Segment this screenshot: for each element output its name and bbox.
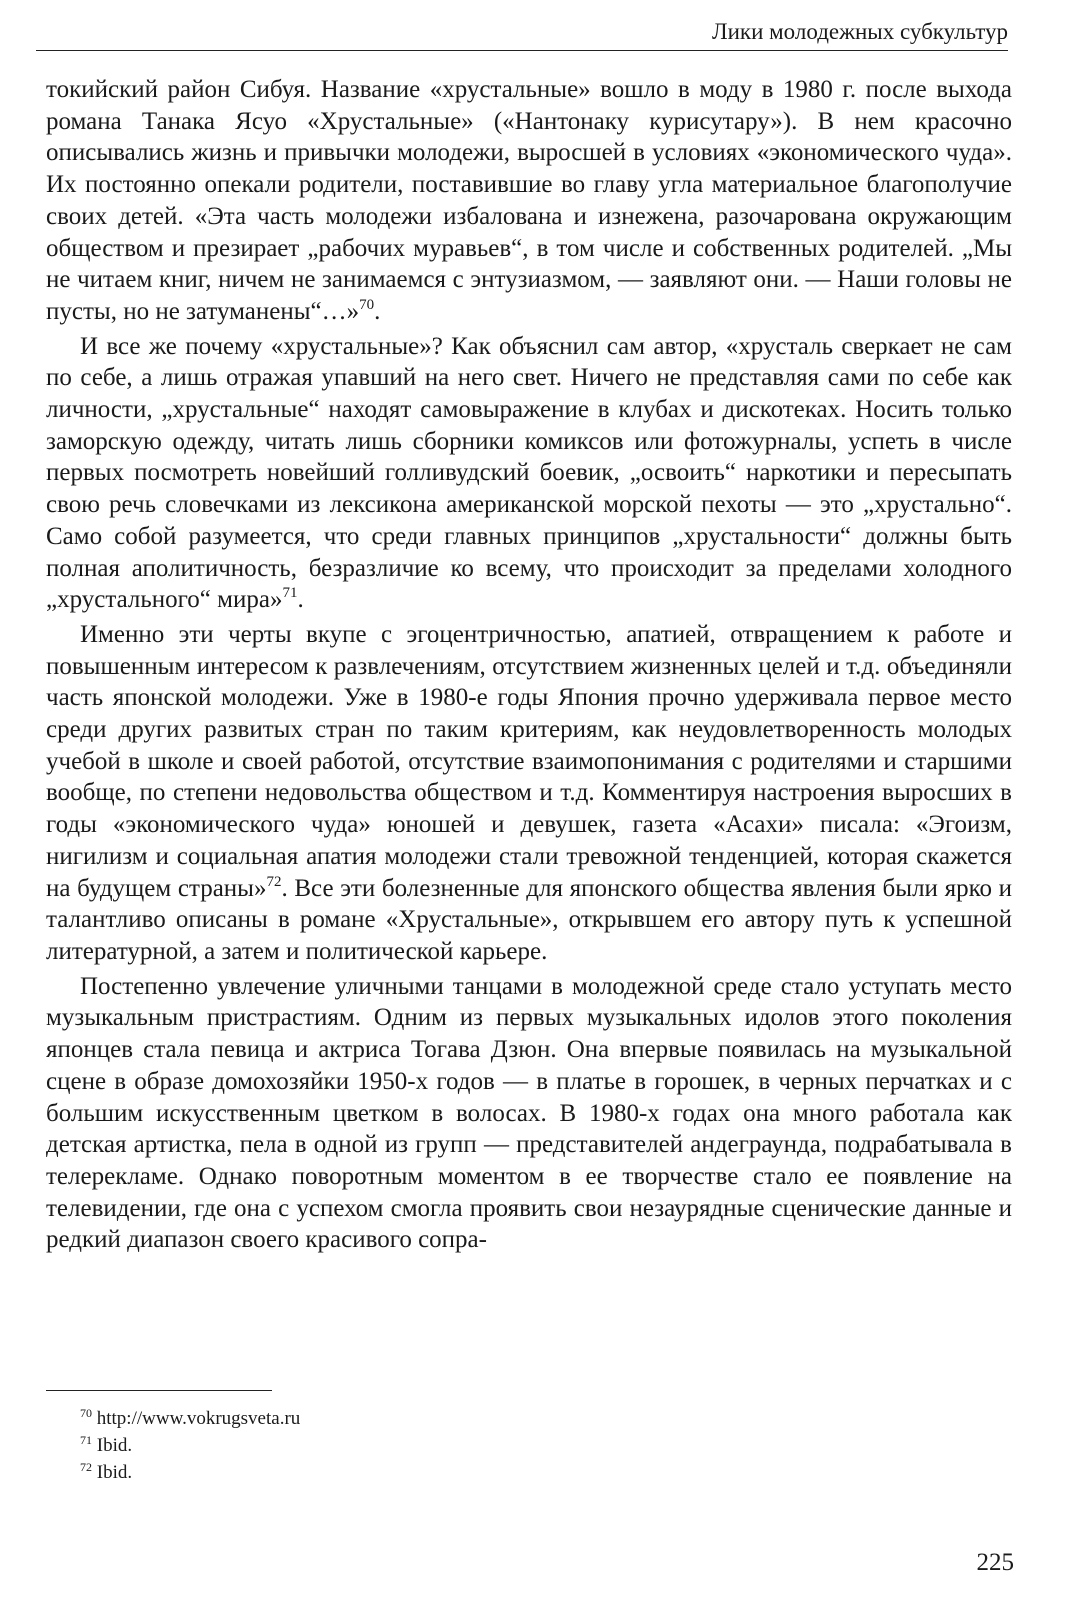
footnote-number: 71 [80,1433,92,1447]
paragraph-text: И все же почему «хрустальные»? Как объяснил сам автор, «хрусталь сверкает не сам по себе, а лишь отражая упавший на него свет. Ничего не представляя сами по себе как личности, „хрустальные“ находят самовыражение в клубах и дискотеках. Носить только заморскую одежду, читать лишь сборники комиксов или фотожурналы, успеть в числе первых посмотреть новейший голливудский боевик, „освоить“ наркотики и пересыпать свою речь словечками из лексикона американской морской пехоты — это „хрустально“. Само собой разумеется, что среди главных принципов „хрустальности“ должны быть полная аполитичность, безразличие ко всему, что происходит за пределами холодного „хрустального“ мира» [46,332,1012,614]
body-text [46,74,1012,1259]
paragraph-text: токийский район Сибуя. Название «хрустальные» вошло в моду в 1980 г. после выхода романа Танака Ясуо «Хрустальные» («Нантонаку курисутару»). В нем красочно описывались жизнь и привычки молодежи, выросшей в условиях «экономического чуда». Их постоянно опекали родители, поставившие во главу угла материальное благополучие своих детей. «Эта часть молодежи избалована и изнежена, разочарована окружающим обществом и презирает „рабочих муравьев“, в том числе и собственных родителей. „Мы не читаем книг, ничем не занимаемся с энтузиазмом, — заявляют они. — Наши головы не пусты, но не затуманены“…» [46,76,1012,325]
paragraph-tail: . Все эти болезненные для японского общества явления были ярко и талантливо описаны в романе «Хрустальные», открывшем его автору путь к успешной литературной, а затем и политической карьере. [46,874,1012,965]
footnote-70 [80,1405,300,1432]
footnote-number: 72 [80,1460,92,1474]
paragraph-tail: . [374,297,381,325]
paragraph-1 [46,74,1012,328]
footnote-ref-70: 70 [359,296,375,313]
paragraph-text: Постепенно увлечение уличными танцами в молодежной среде стало уступать место музыкальным пристрастиям. Одним из первых музыкальных идолов этого поколения японцев стала певица и актриса Тогава Дзюн. Она впервые появилась на музыкальной сцене в образе домохозяйки 1950-х годов — в платье в горошек, в черных перчатках и с большим искусственным цветком в волосах. В 1980-х годах она много работала как детская артистка, пела в одной из групп — представителей андеграунда, подрабатывала в телерекламе. Однако поворотным моментом в ее творчестве стало ее появление на телевидении, где она с успехом смогла проявить свои незаурядные сценические данные и редкий диапазон своего красивого сопра- [46,972,1012,1254]
footnote-72 [80,1459,300,1486]
paragraph-3 [46,619,1012,968]
footnote-text: http://www.vokrugsveta.ru [96,1408,301,1429]
running-title: Лики молодежных субкультур [711,19,1008,44]
footnote-ref-72: 72 [266,873,282,890]
footnote-number: 70 [80,1406,92,1420]
paragraph-2 [46,331,1012,616]
paragraph-4 [46,971,1012,1256]
footnote-text: Ibid. [96,1462,133,1483]
paragraph-text: Именно эти черты вкупе с эгоцентричностью, апатией, отвращением к работе и повышенным интересом к развлечениям, отсутствием жизненных целей и т.д. объединяли часть японской молодежи. Уже в 1980-е годы Япония прочно удерживала первое место среди других развитых стран по таким критериям, как неудовлетворенность молодых учебой в школе и своей работой, отсутствие взаимопонимания с родителями и старшими вообще, по степени недовольства обществом и т.д. Комментируя настроения выросших в годы «экономического чуда» юношей и девушек, газета «Асахи» писала: «Эгоизм, нигилизм и социальная апатия молодежи стали тревожной тенденцией, которая скажется на будущем страны» [46,620,1012,902]
footnote-divider [46,1390,272,1391]
paragraph-tail: . [297,586,304,614]
footnote-text: Ibid. [96,1435,133,1456]
footnote-ref-71: 71 [282,585,298,602]
running-header [36,16,1008,51]
footnote-71 [80,1432,300,1459]
footnotes [80,1405,300,1486]
page-number: 225 [976,1549,1014,1576]
